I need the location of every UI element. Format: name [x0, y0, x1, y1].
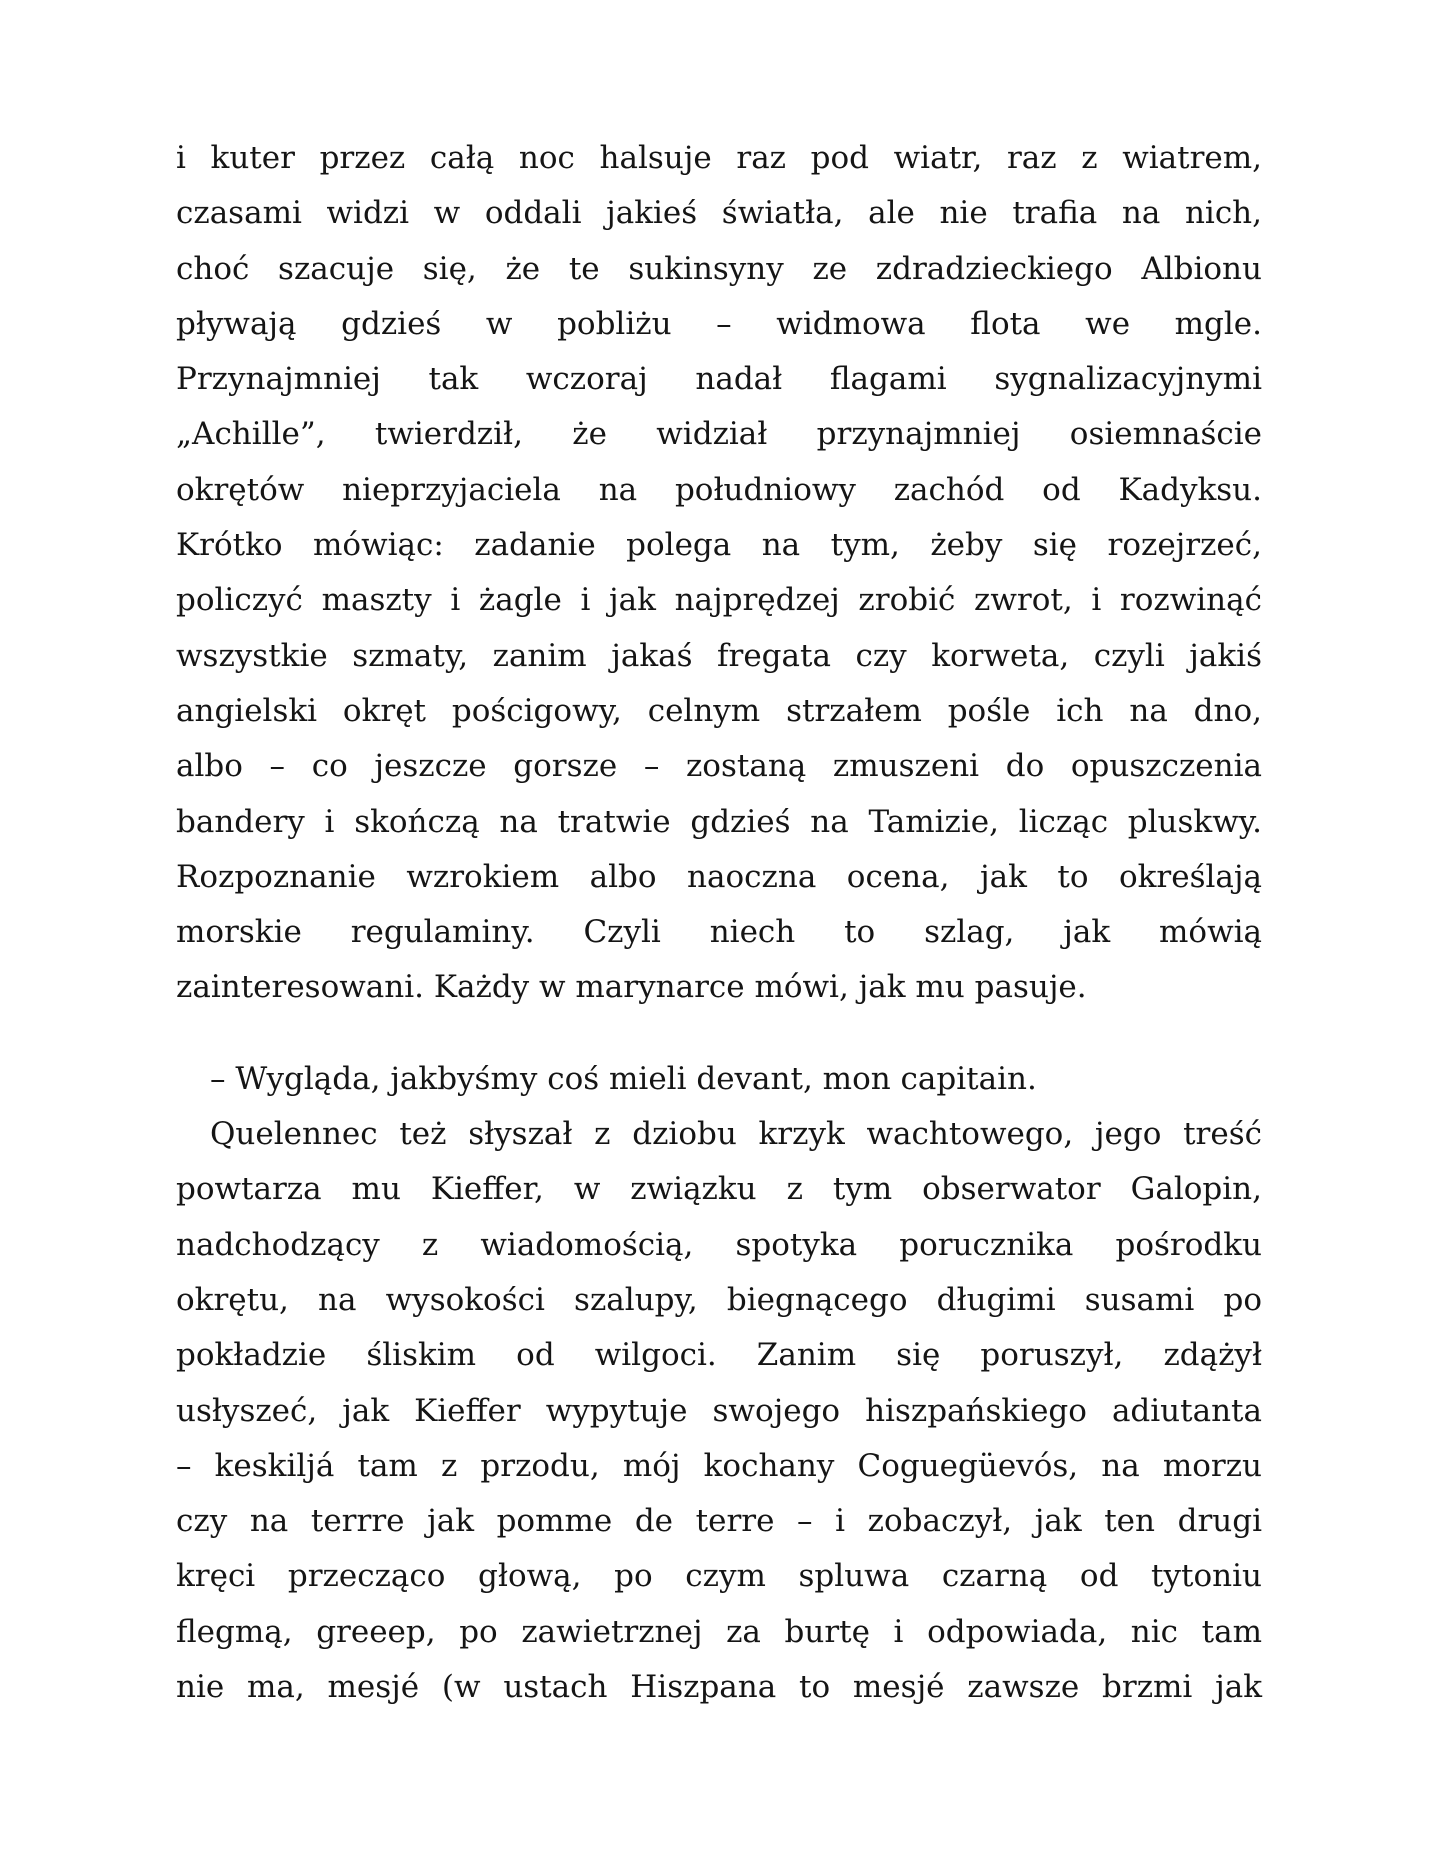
- text-line: „Achille”, twierdził, że widział przynajmniej osiemnaście: [176, 416, 1262, 453]
- text-line: angielski okręt pościgowy, celnym strzałem pośle ich na dno,: [176, 692, 1262, 729]
- paragraph-3: [176, 1107, 1262, 1715]
- paragraph-2: [176, 1052, 1262, 1107]
- text-line: i kuter przez całą noc halsuje raz pod wiatr, raz z wiatrem,: [176, 140, 1262, 176]
- text-line: choć szacuje się, że te sukinsyny ze zdradzieckiego Albionu: [176, 250, 1262, 287]
- paragraph-1: [176, 131, 1262, 1016]
- text-line: Quelennec też słyszał z dziobu krzyk wachtowego, jego treść: [210, 1116, 1262, 1153]
- text-line: Krótko mówiąc: zadanie polega na tym, żeby się rozejrzeć,: [176, 527, 1262, 564]
- text-line: nie ma, mesjé (w ustach Hiszpana to mesjé zawsze brzmi jak: [176, 1669, 1262, 1706]
- text-line: czasami widzi w oddali jakieś światła, ale nie trafia na nich,: [176, 195, 1262, 232]
- text-block: [176, 131, 1262, 1715]
- text-line: wszystkie szmaty, zanim jakaś fregata czy korweta, czyli jakiś: [176, 637, 1262, 674]
- text-line: pływają gdzieś w pobliżu – widmowa flota we mgle.: [176, 305, 1262, 342]
- text-line: morskie regulaminy. Czyli niech to szlag, jak mówią: [176, 914, 1262, 951]
- text-line: Rozpoznanie wzrokiem albo naoczna ocena, jak to określają: [176, 858, 1262, 895]
- text-line: pokładzie śliskim od wilgoci. Zanim się poruszył, zdążył: [176, 1337, 1262, 1374]
- text-line: powtarza mu Kieffer, w związku z tym obserwator Galopin,: [176, 1171, 1262, 1208]
- text-line: zainteresowani. Każdy w marynarce mówi, jak mu pasuje.: [176, 969, 1087, 1006]
- text-line: usłyszeć, jak Kieffer wypytuje swojego hiszpańskiego adiutanta: [176, 1392, 1262, 1429]
- text-line: czy na terrre jak pomme de terre – i zobaczył, jak ten drugi: [176, 1503, 1262, 1540]
- text-line: okrętu, na wysokości szalupy, biegnącego długimi susami po: [176, 1281, 1262, 1318]
- text-line: okrętów nieprzyjaciela na południowy zachód od Kadyksu.: [176, 471, 1262, 508]
- text-line: policzyć maszty i żagle i jak najprędzej zrobić zwrot, i rozwinąć: [176, 582, 1262, 619]
- text-line: – Wygląda, jakbyśmy coś mieli devant, mon capitain.: [210, 1060, 1037, 1097]
- text-line: bandery i skończą na tratwie gdzieś na Tamizie, licząc pluskwy.: [176, 803, 1262, 840]
- text-line: – keskiljá tam z przodu, mój kochany Coguegüevós, na morzu: [176, 1447, 1262, 1484]
- text-line: flegmą, greeep, po zawietrznej za burtę i odpowiada, nic tam: [176, 1613, 1262, 1650]
- text-line: Przynajmniej tak wczoraj nadał flagami sygnalizacyjnymi: [176, 361, 1262, 398]
- text-line: kręci przecząco głową, po czym spluwa czarną od tytoniu: [176, 1558, 1262, 1595]
- text-line: albo – co jeszcze gorsze – zostaną zmuszeni do opuszczenia: [176, 748, 1262, 785]
- text-line: nadchodzący z wiadomością, spotyka porucznika pośrodku: [176, 1226, 1262, 1263]
